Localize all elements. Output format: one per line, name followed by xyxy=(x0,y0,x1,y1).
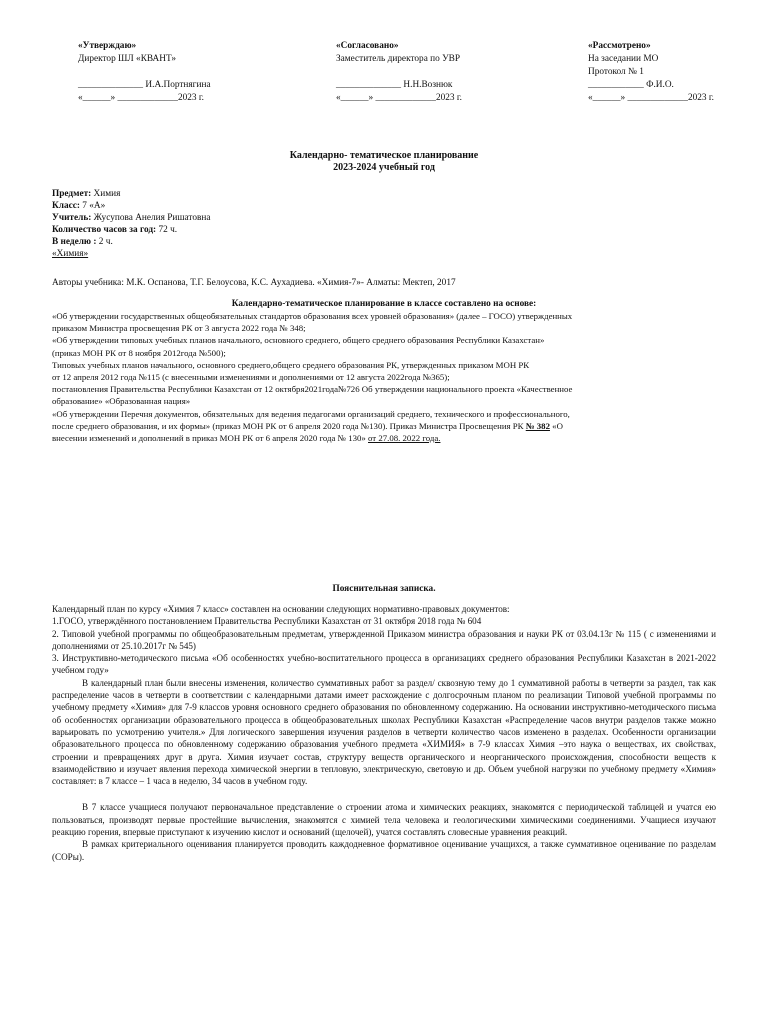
hours-week-value: 2 ч. xyxy=(96,237,113,247)
reviewed-date: «______» _____________2023 г. xyxy=(588,93,714,103)
textbook-authors: Авторы учебника: М.К. Оспанова, Т.Г. Белоусова, К.С. Аухадиева. «Химия-7»- Алматы: Мектеп, 2017 xyxy=(52,278,456,288)
class-value: 7 «А» xyxy=(79,201,106,211)
note-paragraph: В календарный план были внесены изменения, количество суммативных работ за раздел/ сквозную тему до 1 суммативной работы в четверти за раздел, так как распределение часов в четверти в соответствии с календарными датами имеет расхождение с долгосрочным планом по реализации Типовой учебной программы по учебному предмету «Химия» для 7-9 классов уровня основного среднего образования по обновленному содержанию. На основании инструктивно-методического письма об особенностях организации образовательного процесса в общеобразовательных школах Республики Казахстан «Распределение часов внутри разделов также можно варьировать по усмотрению учителя.» Для логического завершения изучения разделов в четверти количество часов изменено в разделах. Особенности организации образовательного процесса по обновленному содержанию образования учебного предмета «ХИМИЯ» в 7-9 классах Химия –это наука о веществах, их свойствах, строении и превращениях друг в друга. Химия изучает состав, структуру веществ органического и неорганического происхождения, способности веществ к взаимодействию и изучает явления перехода химической энергии в тепловую, электрическую, световую и др. Объем учебной нагрузки по учебному предмету «Химия» составляет: в 7 классе – 1 часа в неделю, 34 часов в учебном году. xyxy=(52,677,716,787)
approved-date: «______» _____________2023 г. xyxy=(78,93,204,103)
page-title xyxy=(0,150,768,174)
reviewed-protocol: Протокол № 1 xyxy=(588,67,644,77)
course-info xyxy=(52,188,211,260)
teacher-value: Жусупова Анелия Ришатовна xyxy=(91,213,211,223)
approved-block xyxy=(78,40,211,105)
basis-line: от 12 апреля 2012 года №115 (с внесенными изменениями и дополнениями от 12 августа 2022года №365); xyxy=(52,372,450,383)
agreed-position: Заместитель директора по УВР xyxy=(336,54,461,64)
subject-label: Предмет: xyxy=(52,189,92,199)
note-item: 3. Инструктивно-методического письма «Об особенностях учебно-воспитательного процесса в организациях среднего образования Республики Казахстан в 2021-2022 учебном году» xyxy=(52,653,716,676)
note-body xyxy=(52,603,716,863)
hours-year-value: 72 ч. xyxy=(156,225,178,235)
hours-week-label: В неделю : xyxy=(52,237,97,247)
approved-position: Директор ШЛ «КВАНТ» xyxy=(78,54,177,64)
reviewed-position: На заседании МО xyxy=(588,54,659,64)
order-date: от 27.08. 2022 года. xyxy=(368,433,441,444)
class-label: Класс: xyxy=(52,201,80,211)
subject-value: Химия xyxy=(91,189,121,199)
basis-line: постановления Правительства Республики Казахстан от 12 октября2021года№726 Об утверждении национального проекта «Качественное xyxy=(52,384,573,395)
reviewed-heading: «Рассмотрено» xyxy=(588,41,651,51)
basis-line xyxy=(52,432,572,444)
agreed-date: «______» _____________2023 г. xyxy=(336,93,462,103)
teacher-label: Учитель: xyxy=(52,213,92,223)
approved-signature: ______________ И.А.Портнягина xyxy=(78,80,211,90)
note-item: 1.ГОСО, утверждённого постановлением Правительства Республики Казахстан от 31 октября 2018 года № 604 xyxy=(52,616,482,627)
basis-list xyxy=(52,310,572,444)
basis-text: «О xyxy=(549,420,563,431)
basis-line xyxy=(52,420,572,432)
course-link[interactable]: «Химия» xyxy=(52,249,89,259)
agreed-heading: «Согласовано» xyxy=(336,41,399,51)
basis-line: «Об утверждении государственных общеобязательных стандартов образования всех уровней образования» (далее – ГОСО) утвержденных xyxy=(52,311,573,321)
note-paragraph: В рамках критериального оценивания планируется проводить каждодневное формативное оценивание учащихся, а также суммативное оценивание по разделам (СОРы). xyxy=(52,839,716,862)
hours-year-label: Количество часов за год: xyxy=(52,225,157,235)
title-line-2: 2023-2024 учебный год xyxy=(333,162,435,173)
reviewed-signature: ____________ Ф.И.О. xyxy=(588,80,674,90)
basis-text: после среднего образования, и их формы» (приказ МОН РК от 6 апреля 2020 года №130). Приказ Министра Просвещения РК xyxy=(52,420,526,431)
agreed-block xyxy=(336,40,462,105)
basis-line: Типовых учебных планов начального, основного среднего,общего среднего образования РК, утвержденных приказом МОН РК xyxy=(52,359,530,370)
note-heading: Пояснительная записка. xyxy=(332,584,436,594)
note-paragraph: В 7 классе учащиеся получают первоначальное представление о строении атома и химических реакциях, знакомятся с периодической таблицей и учатся ею пользоваться, производят первые простейшие вычисления, знакомятся с химией тела человека и геологическими химическими соединениями. Учащиеся изучают реакцию горения, впервые приступают к изучению кислот и оснований (щелочей), учатся составлять словесные уравнения реакций. xyxy=(52,802,716,838)
basis-text: внесении изменений и дополнений в приказ МОН РК от 6 апреля 2020 года № 130» xyxy=(52,433,369,444)
reviewed-block xyxy=(588,40,714,105)
basis-heading: Календарно-тематическое планирование в классе составлено на основе: xyxy=(231,299,537,309)
note-item: 2. Типовой учебной программы по общеобразовательным предметам, утвержденной Приказом министра образования и науки РК от 03.04.13г № 115 ( с изменениями и дополнениями от 25.10.2017г № 545) xyxy=(52,628,716,651)
basis-line: «Об утверждении Перечня документов, обязательных для ведения педагогами организаций среднего, технического и профессионального, xyxy=(52,408,570,419)
approved-heading: «Утверждаю» xyxy=(78,41,137,51)
basis-line: образование» «Образованная нация» xyxy=(52,396,191,407)
title-line-1: Календарно- тематическое планирование xyxy=(289,150,479,161)
basis-line: приказом Министра просвещения РК от 3 августа 2022 года № 348; xyxy=(52,323,306,334)
agreed-signature: ______________ Н.Н.Вознюк xyxy=(336,80,453,90)
basis-line: (приказ МОН РК от 8 ноября 2012года №500); xyxy=(52,347,226,358)
basis-line: «Об утверждении типовых учебных планов начального, основного среднего, общего среднего образования Республики Казахстан» xyxy=(52,335,545,346)
order-number: № 382 xyxy=(525,420,550,431)
note-intro: Календарный план по курсу «Химия 7 класс» составлен на основании следующих нормативно-правовых документов: xyxy=(52,604,510,614)
